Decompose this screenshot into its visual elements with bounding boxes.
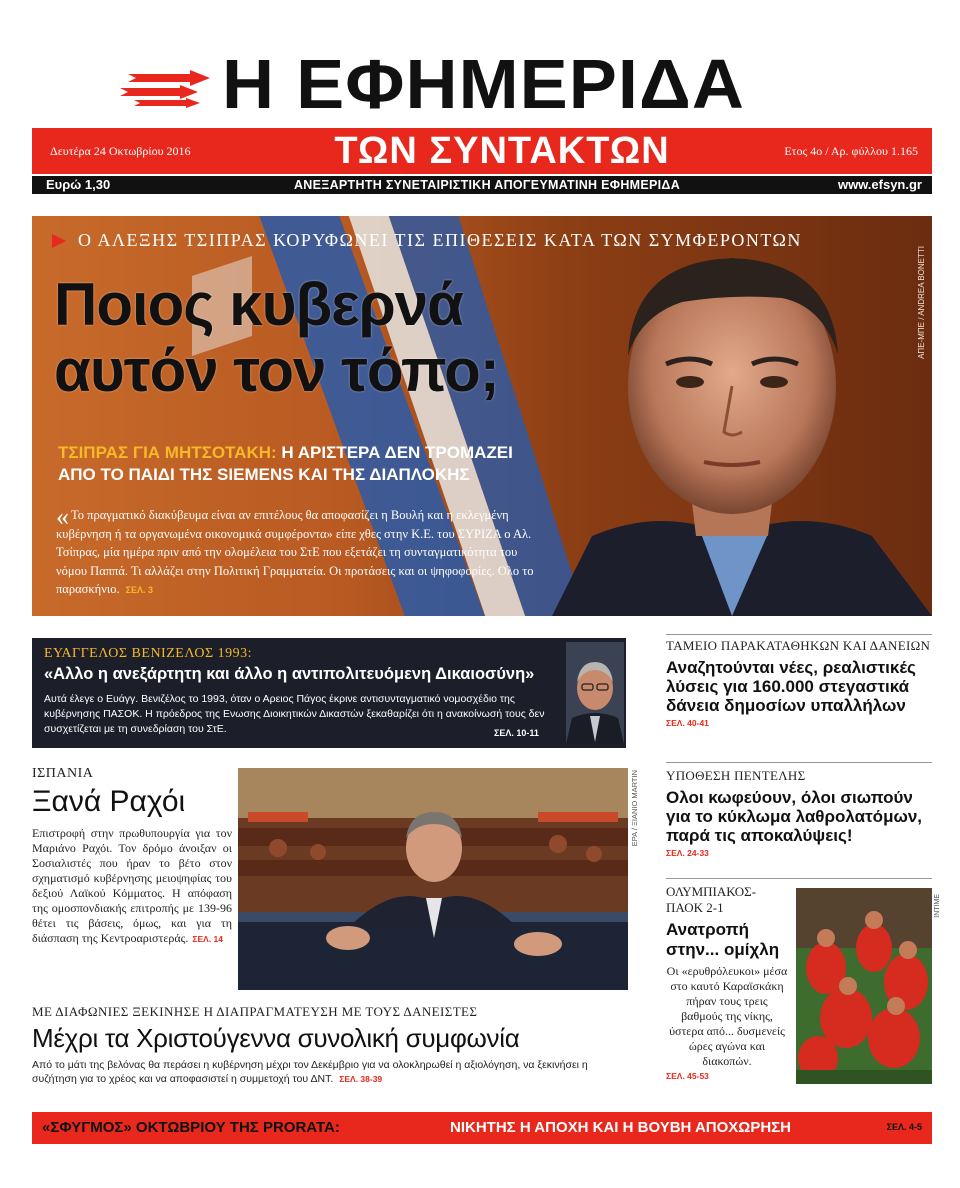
- olympiakos-photo-credit: INTIME: [934, 894, 941, 918]
- side-story-label: ΤΑΜΕΙΟ ΠΑΡΑΚΑΤΑΘΗΚΩΝ ΚΑΙ ΔΑΝΕΙΩΝ: [666, 638, 931, 653]
- side-story-title: Αναζητούνται νέες, ρεαλιστικές λύσεις για 160.000 στεγαστικά δάνεια δημοσίων υπαλλήλων: [666, 658, 916, 715]
- quote-mark-icon: «: [56, 502, 69, 531]
- deal-body-text: Από το μάτι της βελόνας θα περάσει η κυβέρνηση μέχρι τον Δεκέμβριο για να ολοκληρωθεί η αξιολόγηση, να ξεκινήσει η συζήτηση για το χρέος και να αποφασιστεί η συμμετοχή του ΔΝΤ.: [32, 1059, 588, 1085]
- issue-number: Ετος 4ο / Αρ. φύλλου 1.165: [784, 144, 918, 158]
- lead-subhead: [58, 442, 578, 486]
- lead-body-text: Το πραγματικό διακύβευμα είναι αν επιτέλους θα αποφασίζει η Βουλή και η εκλεγμένη κυβέρνηση ή τα οργανωμένα οικονομικά συμφέροντα» είπε χθες στην Κ.Ε. του ΣΥΡΙΖΑ ο Αλ. Τσίπρας, μία ημέρα πριν από την ολομέλεια του ΣτΕ που εξετάζει τη συνταγματικότητα του νόμου Παππά. Τι αλλάζει στην Πολιτική Γραμματεία. Οι προτάσεις και οι ψηφοφορίες. Ολο το παρασκήνιο.: [56, 508, 534, 596]
- deal-page-ref[interactable]: ΣΕΛ. 38-39: [339, 1074, 383, 1084]
- masthead-red-bar: [32, 128, 932, 174]
- football-celebration-image: [796, 888, 932, 1084]
- lead-subhead-accent: ΤΣΙΠΡΑΣ ΓΙΑ ΜΗΤΣΟΤΑΚΗ:: [58, 443, 277, 462]
- spain-label: ΙΣΠΑΝΙΑ: [32, 766, 94, 781]
- venizelos-story: [32, 638, 626, 748]
- prorata-teaser-right: ΝΙΚΗΤΗΣ Η ΑΠΟΧΗ ΚΑΙ Η ΒΟΥΒΗ ΑΠΟΧΩΡΗΣΗ: [450, 1119, 792, 1136]
- spain-body: [32, 826, 232, 947]
- prorata-teaser-bar[interactable]: [32, 1112, 932, 1144]
- olympiakos-page-ref[interactable]: ΣΕΛ. 45-53: [666, 1071, 709, 1081]
- venizelos-body: Αυτά έλεγε ο Ευάγγ. Βενιζέλος το 1993, όταν ο Αρειος Πάγος έκρινε αντισυνταγματικό νομοσχέδιο της κυβέρνησης ΠΑΣΟΚ. Η πρόεδρος της Ενωσης Διοικητικών Δικαστών ξεκαθαρίζει ότι η ανακοίνωσή τους δεν συσχετίζεται με τη συνεδρίαση του ΣτΕ.: [44, 693, 545, 735]
- deal-title: Μέχρι τα Χριστούγεννα συνολική συμφωνία: [32, 1023, 520, 1053]
- column-divider: [666, 634, 932, 635]
- prorata-page-ref[interactable]: ΣΕΛ. 4-5: [886, 1122, 922, 1132]
- masthead: [0, 0, 960, 200]
- spain-title: Ξανά Ραχόι: [32, 785, 186, 818]
- venizelos-title[interactable]: «Αλλο η ανεξάρτητη και άλλο η αντιπολιτευόμενη Δικαιοσύνη»: [44, 665, 535, 683]
- venizelos-portrait-image: [566, 642, 624, 744]
- loan-deal-story[interactable]: [32, 1004, 632, 1086]
- deal-label: ΜΕ ΔΙΑΦΩΝΙΕΣ ΞΕΚΙΝΗΣΕ Η ΔΙΑΠΡΑΓΜΑΤΕΥΣΗ ΜΕ ΤΟΥΣ ΔΑΝΕΙΣΤΕΣ: [32, 1004, 478, 1019]
- venizelos-page-ref[interactable]: ΣΕΛ. 10-11: [494, 728, 539, 738]
- newspaper-title: Η ΕΦΗΜΕΡΙΔΑ: [222, 45, 745, 123]
- side-story-label: ΥΠΟΘΕΣΗ ΠΕΝΤΕΛΗΣ: [666, 768, 806, 783]
- olympiakos-story[interactable]: [666, 884, 788, 1081]
- arrows-logo-icon: [120, 68, 212, 108]
- venizelos-label: ΕΥΑΓΓΕΛΟΣ ΒΕΝΙΖΕΛΟΣ 1993:: [44, 646, 253, 661]
- price: Ευρώ 1,30: [46, 177, 111, 192]
- side-story-page-ref[interactable]: ΣΕΛ. 40-41: [666, 718, 709, 728]
- spain-story[interactable]: [32, 766, 232, 947]
- lead-headline[interactable]: [54, 272, 614, 404]
- website-link[interactable]: www.efsyn.gr: [837, 177, 922, 192]
- deal-body: [32, 1058, 632, 1086]
- masthead-info-bar: [32, 176, 932, 194]
- lead-body: [56, 502, 536, 600]
- newspaper-subtitle: ΤΩΝ ΣΥΝΤΑΚΤΩΝ: [334, 130, 670, 172]
- side-story-title: Ολοι κωφεύουν, όλοι σιωπούν για το κύκλωμα λαθρολατόμων, παρά τις αποκαλύψεις!: [666, 788, 923, 845]
- kicker-arrow-icon: [52, 234, 66, 248]
- column-divider: [666, 762, 932, 763]
- lead-photo-credit: ΑΠΕ-ΜΠΕ / ΑΝDREA BONETTI: [917, 246, 926, 359]
- olympiakos-label: ΟΛΥΜΠΙΑΚΟΣ-ΠΑΟΚ 2-1: [666, 884, 757, 915]
- side-story-page-ref[interactable]: ΣΕΛ. 24-33: [666, 848, 709, 858]
- spain-page-ref[interactable]: ΣΕΛ. 14: [192, 934, 224, 944]
- lead-headline-line-2: αυτόν τον τόπο;: [54, 337, 499, 404]
- column-divider: [666, 878, 932, 879]
- lead-story: [32, 216, 932, 616]
- lead-subhead-line-2: ΑΠΟ ΤΟ ΠΑΙΔΙ ΤΗΣ SIEMENS ΚΑΙ ΤΗΣ ΔΙΑΠΛΟΚΗΣ: [58, 465, 470, 484]
- spain-photo-credit: EPA / ΞΙΑΝΙΟ MARTIN: [630, 770, 639, 847]
- issue-date: Δευτέρα 24 Οκτωβρίου 2016: [50, 144, 191, 158]
- prorata-teaser-left: «ΣΦΥΓΜΟΣ» ΟΚΤΩΒΡΙΟΥ ΤΗΣ PRORATA:: [42, 1119, 340, 1136]
- side-story-penteli[interactable]: [666, 768, 932, 858]
- olympiakos-body: Οι «ερυθρόλευκοι» μέσα στο καυτό Καραϊσκάκη πήραν τους τρεις βαθμούς της νίκης, ύστερα από... δυσμενείς ώρες αγώνα και διακοπών.: [666, 964, 788, 1068]
- spain-body-text: Επιστροφή στην πρωθυπουργία για τον Μαριάνο Ραχόι. Τον δρόμο άνοιξαν οι Σοσιαλιστές που ήραν το βέτο στον σχηματισμό κυβέρνησης μειοψηφίας του δεξιού Λαϊκού Κόμματος. Η απόφαση της ομοσπονδιακής επιτροπής με 139-96 θέτει τις βάσεις, όμως, και για τη διάσπαση της Κεντροαριστεράς.: [32, 826, 232, 945]
- lead-headline-line-1: Ποιος κυβερνά: [54, 271, 464, 338]
- lead-subhead-rest: Η ΑΡΙΣΤΕΡΑ ΔΕΝ ΤΡΟΜΑΖΕΙ: [276, 443, 513, 462]
- lead-page-ref[interactable]: ΣΕΛ. 3: [125, 585, 154, 595]
- lead-kicker: Ο ΑΛΕΞΗΣ ΤΣΙΠΡΑΣ ΚΟΡΥΦΩΝΕΙ ΤΙΣ ΕΠΙΘΕΣΕΙΣ ΚΑΤΑ ΤΩΝ ΣΥΜΦΕΡΟΝΤΩΝ: [78, 230, 802, 250]
- spanish-parliament-image: [238, 768, 628, 990]
- olympiakos-title: Ανατροπή στην... ομίχλη: [666, 920, 780, 959]
- side-story-loans[interactable]: [666, 638, 932, 728]
- tagline: ΑΝΕΞΑΡΤΗΤΗ ΣΥΝΕΤΑΙΡΙΣΤΙΚΗ ΑΠΟΓΕΥΜΑΤΙΝΗ ΕΦΗΜΕΡΙΔΑ: [293, 178, 681, 192]
